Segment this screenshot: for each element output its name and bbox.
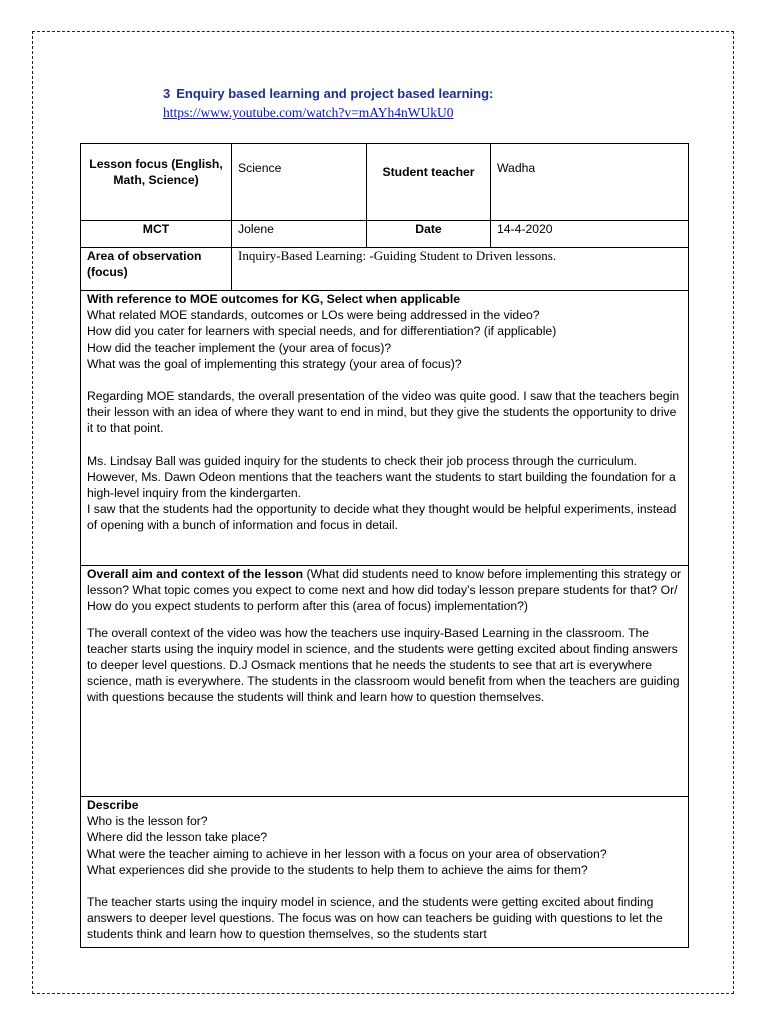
student-teacher-label: Student teacher — [367, 144, 491, 221]
moe-heading: With reference to MOE outcomes for KG, Select when applicable — [87, 292, 461, 306]
describe-question: What experiences did she provide to the students to help them to achieve the aims for them? — [87, 862, 588, 877]
aim-prompt: (What did students need to know before implementing this strategy or lesson? What topic comes you expect to come next and how did today’s lesson prepare students for that? Or/ How do you expect students to perform after this (area of focus) implementation?) — [87, 567, 682, 614]
describe-question: Where did the lesson take place? — [87, 830, 268, 845]
moe-paragraph: Regarding MOE standards, the overall presentation of the video was quite good. I saw that the teachers begin their lesson with an idea of where they want to end in mind, but they give the students the opportunity to drive it to that point. — [87, 389, 680, 436]
mct-label: MCT — [81, 221, 232, 248]
describe-question: What were the teacher aiming to achieve in her lesson with a focus on your area of observation? — [87, 846, 607, 861]
moe-paragraph: Ms. Lindsay Ball was guided inquiry for the students to check their job process through the curriculum. However, Ms. Dawn Odeon mentions that the teachers want the students to start building the foundation for a high-level inquiry from the kindergarten. — [87, 453, 676, 501]
lesson-focus-label: Lesson focus (English, Math, Science) — [81, 144, 232, 221]
describe-section — [81, 797, 689, 948]
aim-heading-block — [87, 566, 682, 615]
section-title: Enquiry based learning and project based learning: — [176, 86, 494, 101]
lesson-focus-value: Science — [232, 144, 367, 221]
moe-question: What related MOE standards, outcomes or LOs were being addressed in the video? — [87, 308, 540, 323]
video-link[interactable]: https://www.youtube.com/watch?v=mAYh4nWUkU0 — [163, 105, 454, 120]
describe-paragraph: The teacher starts using the inquiry model in science, and the students were getting excited about finding answers to deeper level questions. The focus was on how can teachers be guiding with questions to let the students think and learn how to question themselves, so the students start — [87, 895, 663, 942]
date-value: 14-4-2020 — [491, 221, 689, 248]
moe-section — [81, 291, 689, 566]
section-heading — [163, 86, 493, 101]
form-row-observation — [81, 248, 689, 291]
aim-heading: Overall aim and context of the lesson — [87, 567, 304, 581]
describe-question: Who is the lesson for? — [87, 814, 208, 829]
moe-question: How did you cater for learners with special needs, and for differentiation? (if applicable) — [87, 324, 557, 339]
moe-question: How did the teacher implement the (your area of focus)? — [87, 340, 392, 355]
describe-section-row — [81, 797, 689, 948]
form-row-lesson-focus — [81, 144, 689, 221]
aim-paragraph: The overall context of the video was how the teachers use inquiry-Based Learning in the classroom. The teacher starts using the inquiry model in science, and the students were getting excited about finding answers to deeper level questions. D.J Osmack mentions that he needs the students to see that art is everywhere science, math is everywhere. The students in the classroom would benefit from when the teachers are guiding with questions because the students will think and learn how to question themselves. — [87, 625, 680, 705]
aim-section — [81, 566, 689, 797]
mct-value: Jolene — [232, 221, 367, 248]
section-number: 3 — [163, 86, 171, 101]
moe-paragraph: I saw that the students had the opportunity to decide what they thought would be helpful experiments, instead of opening with a bunch of information and focus in detail. — [87, 502, 677, 533]
moe-question: What was the goal of implementing this strategy (your area of focus)? — [87, 356, 462, 371]
form-row-mct — [81, 221, 689, 248]
observation-value: Inquiry-Based Learning: -Guiding Student to Driven lessons. — [232, 248, 689, 291]
aim-section-row — [81, 566, 689, 797]
moe-section-row — [81, 291, 689, 566]
observation-label: Area of observation (focus) — [81, 248, 232, 291]
student-teacher-value: Wadha — [491, 144, 689, 221]
observation-form-table — [80, 143, 689, 948]
date-label: Date — [367, 221, 491, 248]
describe-heading: Describe — [87, 798, 139, 812]
